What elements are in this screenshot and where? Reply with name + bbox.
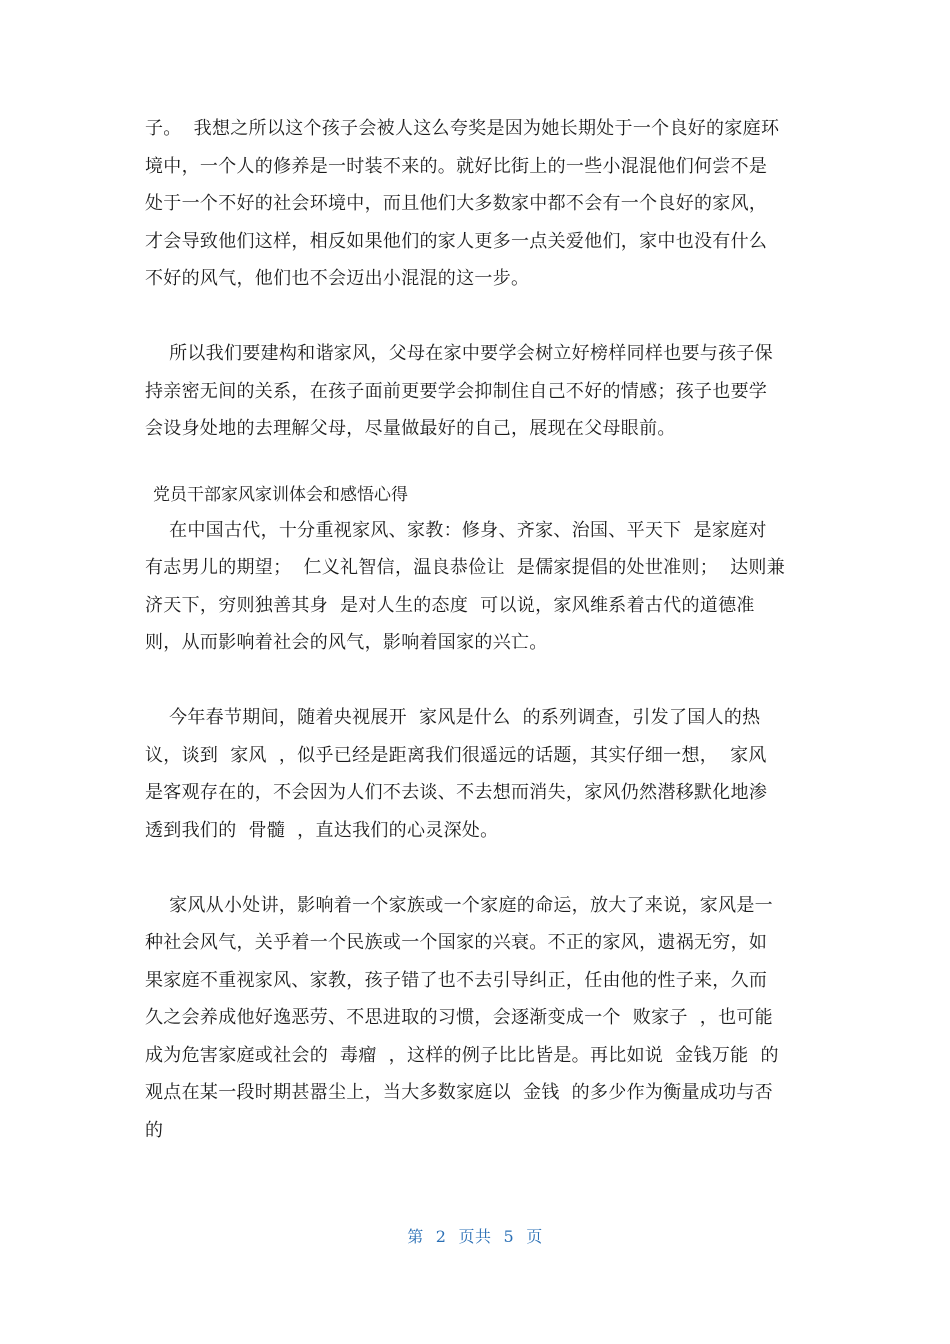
- paragraph-4: [145, 699, 810, 849]
- text-line: 透到我们的 骨髓 ，直达我们的心灵深处。: [145, 819, 499, 841]
- text-line: 种社会风气，关乎着一个民族或一个国家的兴衰。不正的家风，遗祸无穷，如: [145, 932, 768, 953]
- paragraph-gap: [145, 298, 810, 336]
- text-line: 的: [145, 1119, 164, 1141]
- footer-middle: 页共: [458, 1227, 492, 1246]
- text-line: 则，从而影响着社会的风气，影响着国家的兴亡。: [145, 632, 548, 653]
- text-line: 在中国古代，十分重视家风、家教：修身、齐家、治国、平天下 是家庭对: [145, 519, 767, 541]
- paragraph-3: [145, 512, 810, 662]
- text-line: 果家庭不重视家风、家教，孩子错了也不去引导纠正，任由他的性子来，久而: [145, 969, 768, 991]
- text-line: 持亲密无间的关系，在孩子面前更要学会抑制住自己不好的情感；孩子也要学: [145, 380, 768, 402]
- paragraph-gap: [145, 662, 810, 700]
- text-line: 是客观存在的，不会因为人们不去谈、不去想而消失，家风仍然潜移默化地渗: [145, 782, 768, 803]
- text-line: 才会导致他们这样，相反如果他们的家人更多一点关爱他们，家中也没有什么: [145, 230, 768, 252]
- paragraph-1: [145, 110, 810, 298]
- text-line: 议，谈到 家风 ，似乎已经是距离我们很遥远的话题，其实仔细一想， 家风: [145, 744, 767, 766]
- text-line: 家风从小处讲，影响着一个家族或一个家庭的命运，放大了来说，家风是一: [145, 894, 773, 916]
- text-line: 济天下，穷则独善其身 是对人生的态度 可以说，家风维系着古代的道德准: [145, 594, 755, 616]
- footer-page-number: 2: [435, 1227, 447, 1246]
- paragraph-gap: [145, 448, 810, 478]
- paragraph-5: [145, 887, 810, 1150]
- text-line: 有志男儿的期望； 仁义礼智信，温良恭俭让 是儒家提倡的处世准则； 达则兼: [145, 557, 786, 578]
- footer-total-pages: 5: [503, 1227, 515, 1246]
- text-line: 子。 我想之所以这个孩子会被人这么夸奖是因为她长期处于一个良好的家庭环: [145, 118, 780, 139]
- text-line: 成为危害家庭或社会的 毒瘤 ，这样的例子比比皆是。再比如说 金钱万能 的: [145, 1044, 779, 1066]
- text-line: 不好的风气，他们也不会迈出小混混的这一步。: [145, 268, 530, 289]
- text-line: 今年春节期间，随着央视展开 家风是什么 的系列调查，引发了国人的热: [145, 707, 761, 728]
- paragraph-gap: [145, 849, 810, 887]
- text-line: 境中，一个人的修养是一时装不来的。就好比街上的一些小混混他们何尝不是: [145, 155, 768, 177]
- page-footer: [0, 1224, 950, 1247]
- paragraph-2: [145, 335, 810, 448]
- text-line: 久之会养成他好逸恶劳、不思进取的习惯，会逐渐变成一个 败家子 ，也可能: [145, 1007, 773, 1028]
- footer-prefix: 第: [407, 1227, 424, 1246]
- text-line: 观点在某一段时期甚嚣尘上，当大多数家庭以 金钱 的多少作为衡量成功与否: [145, 1082, 773, 1103]
- section-heading: 党员干部家风家训体会和感悟心得: [153, 484, 408, 505]
- footer-suffix: 页: [526, 1227, 543, 1246]
- text-line: 会设身处地的去理解父母，尽量做最好的自己，展现在父母眼前。: [145, 418, 676, 439]
- text-line: 处于一个不好的社会环境中，而且他们大多数家中都不会有一个良好的家风，: [145, 193, 768, 214]
- text-line: 所以我们要建构和谐家风，父母在家中要学会树立好榜样同样也要与孩子保: [145, 343, 773, 364]
- document-body: [145, 110, 810, 1149]
